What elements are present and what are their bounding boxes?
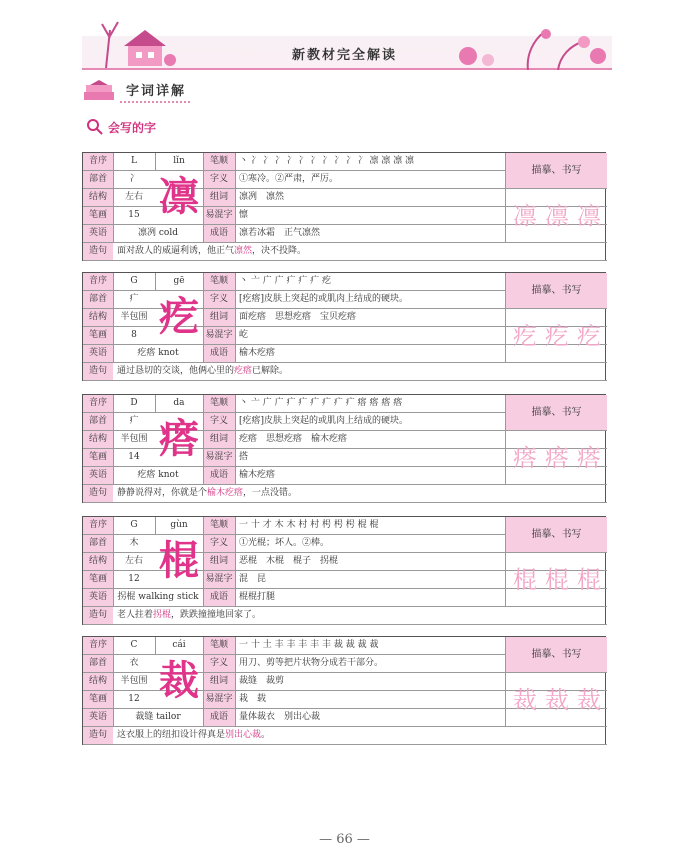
label-bihua: 笔画 bbox=[83, 449, 113, 466]
subsection-heading bbox=[86, 118, 156, 136]
label-chengyu: 成语 bbox=[203, 709, 235, 726]
label-yingyu: 英语 bbox=[83, 345, 113, 362]
value-bihua: 8 bbox=[131, 330, 137, 340]
trace-box bbox=[505, 308, 607, 363]
example-sentence bbox=[113, 607, 603, 624]
label-ziyi: 字义 bbox=[203, 535, 235, 552]
label-ziyi: 字义 bbox=[203, 413, 235, 430]
big-character: 裁 bbox=[159, 657, 199, 704]
label-bushou: 部首 bbox=[83, 291, 113, 308]
label-ziyi: 字义 bbox=[203, 171, 235, 188]
label-zuci: 组词 bbox=[203, 673, 235, 690]
label-zaoju: 造句 bbox=[83, 243, 113, 260]
value-yinxu: C bbox=[130, 640, 138, 650]
value-chengyu: 榆木疙瘩 bbox=[239, 470, 276, 480]
label-yinxu: 音序 bbox=[83, 517, 113, 534]
value-english: 疙瘩 knot bbox=[137, 348, 179, 358]
label-yingyu: 英语 bbox=[83, 467, 113, 484]
value-ziyi: ①光棍；坏人。②棒。 bbox=[239, 538, 330, 548]
example-sentence bbox=[113, 727, 603, 744]
section-heading bbox=[82, 78, 190, 104]
example-sentence bbox=[113, 363, 603, 380]
example-highlight: 疙瘩 bbox=[234, 366, 253, 376]
trace-character: 瘩 bbox=[577, 444, 601, 472]
value-bihua: 15 bbox=[128, 210, 140, 220]
value-ziyi: [疙瘩]皮肤上突起的或肌肉上结成的硬块。 bbox=[239, 294, 409, 304]
character-card bbox=[82, 394, 606, 503]
example-sentence bbox=[113, 243, 603, 260]
trace-box bbox=[505, 552, 607, 607]
label-jiegou: 结构 bbox=[83, 553, 113, 570]
example-text-end: ，决不投降。 bbox=[252, 246, 307, 256]
value-pinyin: cái bbox=[172, 640, 186, 650]
example-text: 面对敌人的威逼利诱，他正气 bbox=[117, 246, 235, 256]
trace-character: 疙 bbox=[545, 322, 569, 350]
character-card bbox=[82, 152, 606, 261]
label-chengyu: 成语 bbox=[203, 225, 235, 242]
label-bishun: 笔顺 bbox=[203, 273, 235, 290]
label-bihua: 笔画 bbox=[83, 207, 113, 224]
trace-header: 描摹、书写 bbox=[505, 153, 607, 188]
trace-character: 棍 bbox=[577, 566, 601, 594]
value-bishun: 一 十 土 丰 丰 丰 丰 丰 裁 裁 裁 裁 bbox=[239, 640, 379, 650]
value-bishun: 一 十 才 木 木 村 村 枵 枵 枵 棍 棍 bbox=[239, 520, 379, 530]
trace-character: 棍 bbox=[513, 566, 537, 594]
value-zuci: 裁缝 裁剪 bbox=[239, 676, 285, 686]
label-jiegou: 结构 bbox=[83, 189, 113, 206]
value-yinxu: G bbox=[130, 276, 138, 286]
label-jiegou: 结构 bbox=[83, 309, 113, 326]
label-zuci: 组词 bbox=[203, 309, 235, 326]
label-yihunzi: 易混字 bbox=[203, 327, 235, 344]
trace-character: 瘩 bbox=[513, 444, 537, 472]
character-card bbox=[82, 272, 606, 381]
trace-character: 凛 bbox=[513, 202, 537, 230]
label-yihunzi: 易混字 bbox=[203, 449, 235, 466]
value-yinxu: L bbox=[131, 156, 137, 166]
value-english: 疙瘩 knot bbox=[137, 470, 179, 480]
value-ziyi: 用刀、剪等把片状物分成若干部分。 bbox=[239, 658, 384, 668]
label-yingyu: 英语 bbox=[83, 709, 113, 726]
label-ziyi: 字义 bbox=[203, 291, 235, 308]
label-bishun: 笔顺 bbox=[203, 395, 235, 412]
value-yihunzi: 屹 bbox=[239, 330, 249, 340]
section-title: 字词详解 bbox=[120, 80, 190, 103]
value-english: 拐棍 walking stick bbox=[117, 592, 199, 602]
value-yinxu: G bbox=[130, 520, 138, 530]
value-yihunzi: 混 昆 bbox=[239, 574, 267, 584]
label-yinxu: 音序 bbox=[83, 395, 113, 412]
value-jiegou: 左右 bbox=[124, 556, 143, 566]
trace-box bbox=[505, 430, 607, 485]
label-ziyi: 字义 bbox=[203, 655, 235, 672]
label-zuci: 组词 bbox=[203, 553, 235, 570]
example-text: 通过恳切的交谈，他俩心里的 bbox=[117, 366, 235, 376]
label-bishun: 笔顺 bbox=[203, 153, 235, 170]
trace-character: 疙 bbox=[577, 322, 601, 350]
value-bishun: 丶 亠 广 广 疒 疒 疒 疒 疒 疒 瘩 瘩 瘩 瘩 bbox=[239, 398, 403, 408]
label-bushou: 部首 bbox=[83, 655, 113, 672]
label-yingyu: 英语 bbox=[83, 589, 113, 606]
label-chengyu: 成语 bbox=[203, 589, 235, 606]
label-zaoju: 造句 bbox=[83, 607, 113, 624]
value-bushou: 冫 bbox=[129, 174, 139, 184]
example-text-end: ，一点没错。 bbox=[243, 488, 298, 498]
label-zaoju: 造句 bbox=[83, 727, 113, 744]
label-chengyu: 成语 bbox=[203, 467, 235, 484]
example-text-end: ，跌跌撞撞地回家了。 bbox=[171, 610, 262, 620]
example-highlight: 榆木疙瘩 bbox=[207, 488, 244, 498]
label-yinxu: 音序 bbox=[83, 273, 113, 290]
trace-character: 瘩 bbox=[545, 444, 569, 472]
value-jiegou: 半包围 bbox=[120, 434, 148, 444]
value-jiegou: 半包围 bbox=[120, 312, 148, 322]
example-text-end: 。 bbox=[261, 730, 271, 740]
value-bushou: 衣 bbox=[129, 658, 139, 668]
value-bishun: 丶 冫 冫 冫 冫 冫 冫 冫 冫 冫 冫 凛 凛 凛 凛 bbox=[239, 156, 415, 166]
label-jiegou: 结构 bbox=[83, 431, 113, 448]
trace-header: 描摹、书写 bbox=[505, 517, 607, 552]
label-bushou: 部首 bbox=[83, 535, 113, 552]
example-text: 老人拄着 bbox=[117, 610, 154, 620]
trace-character: 棍 bbox=[545, 566, 569, 594]
trace-header: 描摹、书写 bbox=[505, 395, 607, 430]
example-text: 静静说得对，你就是个 bbox=[117, 488, 208, 498]
value-yihunzi: 搭 bbox=[239, 452, 249, 462]
value-bihua: 14 bbox=[128, 452, 140, 462]
character-card bbox=[82, 636, 606, 745]
value-ziyi: [疙瘩]皮肤上突起的或肌肉上结成的硬块。 bbox=[239, 416, 409, 426]
page-number: — 66 — bbox=[319, 832, 370, 847]
big-character: 瘩 bbox=[159, 415, 199, 462]
value-chengyu: 凛若冰霜 正气凛然 bbox=[239, 228, 321, 238]
subsection-title: 会写的字 bbox=[108, 120, 157, 135]
label-yihunzi: 易混字 bbox=[203, 691, 235, 708]
label-bishun: 笔顺 bbox=[203, 517, 235, 534]
label-bushou: 部首 bbox=[83, 171, 113, 188]
value-ziyi: ①寒冷。②严肃，严厉。 bbox=[239, 174, 339, 184]
trace-header: 描摹、书写 bbox=[505, 273, 607, 308]
trace-character: 凛 bbox=[545, 202, 569, 230]
label-bishun: 笔顺 bbox=[203, 637, 235, 654]
label-chengyu: 成语 bbox=[203, 345, 235, 362]
value-zuci: 凛冽 凛然 bbox=[239, 192, 285, 202]
label-yinxu: 音序 bbox=[83, 637, 113, 654]
trace-box bbox=[505, 188, 607, 243]
label-yihunzi: 易混字 bbox=[203, 571, 235, 588]
character-card bbox=[82, 516, 606, 625]
label-zuci: 组词 bbox=[203, 431, 235, 448]
books-icon bbox=[82, 80, 116, 102]
value-zuci: 恶棍 木棍 棍子 拐棍 bbox=[239, 556, 339, 566]
label-bihua: 笔画 bbox=[83, 571, 113, 588]
value-english: 凛冽 cold bbox=[138, 228, 178, 238]
example-highlight: 拐棍 bbox=[153, 610, 172, 620]
trace-character: 裁 bbox=[577, 686, 601, 714]
label-yihunzi: 易混字 bbox=[203, 207, 235, 224]
value-jiegou: 左右 bbox=[124, 192, 143, 202]
example-sentence bbox=[113, 485, 603, 502]
value-yinxu: D bbox=[130, 398, 138, 408]
value-chengyu: 棍棍打腿 bbox=[239, 592, 276, 602]
example-highlight: 别出心裁 bbox=[225, 730, 262, 740]
value-bushou: 木 bbox=[129, 538, 139, 548]
trace-box bbox=[505, 672, 607, 727]
label-zaoju: 造句 bbox=[83, 363, 113, 380]
value-bihua: 12 bbox=[128, 574, 140, 584]
label-yinxu: 音序 bbox=[83, 153, 113, 170]
value-pinyin: lǐn bbox=[173, 156, 185, 166]
big-character: 棍 bbox=[159, 537, 199, 584]
value-pinyin: gē bbox=[173, 276, 185, 286]
value-chengyu: 量体裁衣 别出心裁 bbox=[239, 712, 321, 722]
value-jiegou: 半包围 bbox=[120, 676, 148, 686]
trace-character: 裁 bbox=[513, 686, 537, 714]
value-bushou: 疒 bbox=[129, 416, 139, 426]
value-yihunzi: 栽 载 bbox=[239, 694, 267, 704]
example-highlight: 凛然 bbox=[234, 246, 253, 256]
value-english: 裁缝 tailor bbox=[135, 712, 181, 722]
value-bishun: 丶 亠 广 广 疒 疒 疒 疙 bbox=[239, 276, 332, 286]
trace-header: 描摹、书写 bbox=[505, 637, 607, 672]
label-zaoju: 造句 bbox=[83, 485, 113, 502]
label-bihua: 笔画 bbox=[83, 327, 113, 344]
book-title: 新教材完全解读 bbox=[291, 48, 397, 63]
label-bushou: 部首 bbox=[83, 413, 113, 430]
big-character: 凛 bbox=[159, 173, 199, 220]
value-pinyin: gùn bbox=[170, 520, 188, 530]
label-yingyu: 英语 bbox=[83, 225, 113, 242]
value-zuci: 疙瘩 思想疙瘩 榆木疙瘩 bbox=[239, 434, 348, 444]
value-bushou: 疒 bbox=[129, 294, 139, 304]
example-text: 这衣服上的纽扣设计得真是 bbox=[117, 730, 226, 740]
value-pinyin: da bbox=[173, 398, 185, 408]
label-bihua: 笔画 bbox=[83, 691, 113, 708]
value-yihunzi: 懔 bbox=[239, 210, 249, 220]
label-jiegou: 结构 bbox=[83, 673, 113, 690]
trace-character: 裁 bbox=[545, 686, 569, 714]
big-character: 疙 bbox=[159, 293, 199, 340]
trace-character: 疙 bbox=[513, 322, 537, 350]
value-chengyu: 榆木疙瘩 bbox=[239, 348, 276, 358]
value-bihua: 12 bbox=[128, 694, 140, 704]
magnifier-icon bbox=[86, 118, 104, 136]
example-text-end: 已解除。 bbox=[252, 366, 289, 376]
value-zuci: 面疙瘩 思想疙瘩 宝贝疙瘩 bbox=[239, 312, 357, 322]
trace-character: 凛 bbox=[577, 202, 601, 230]
label-zuci: 组词 bbox=[203, 189, 235, 206]
